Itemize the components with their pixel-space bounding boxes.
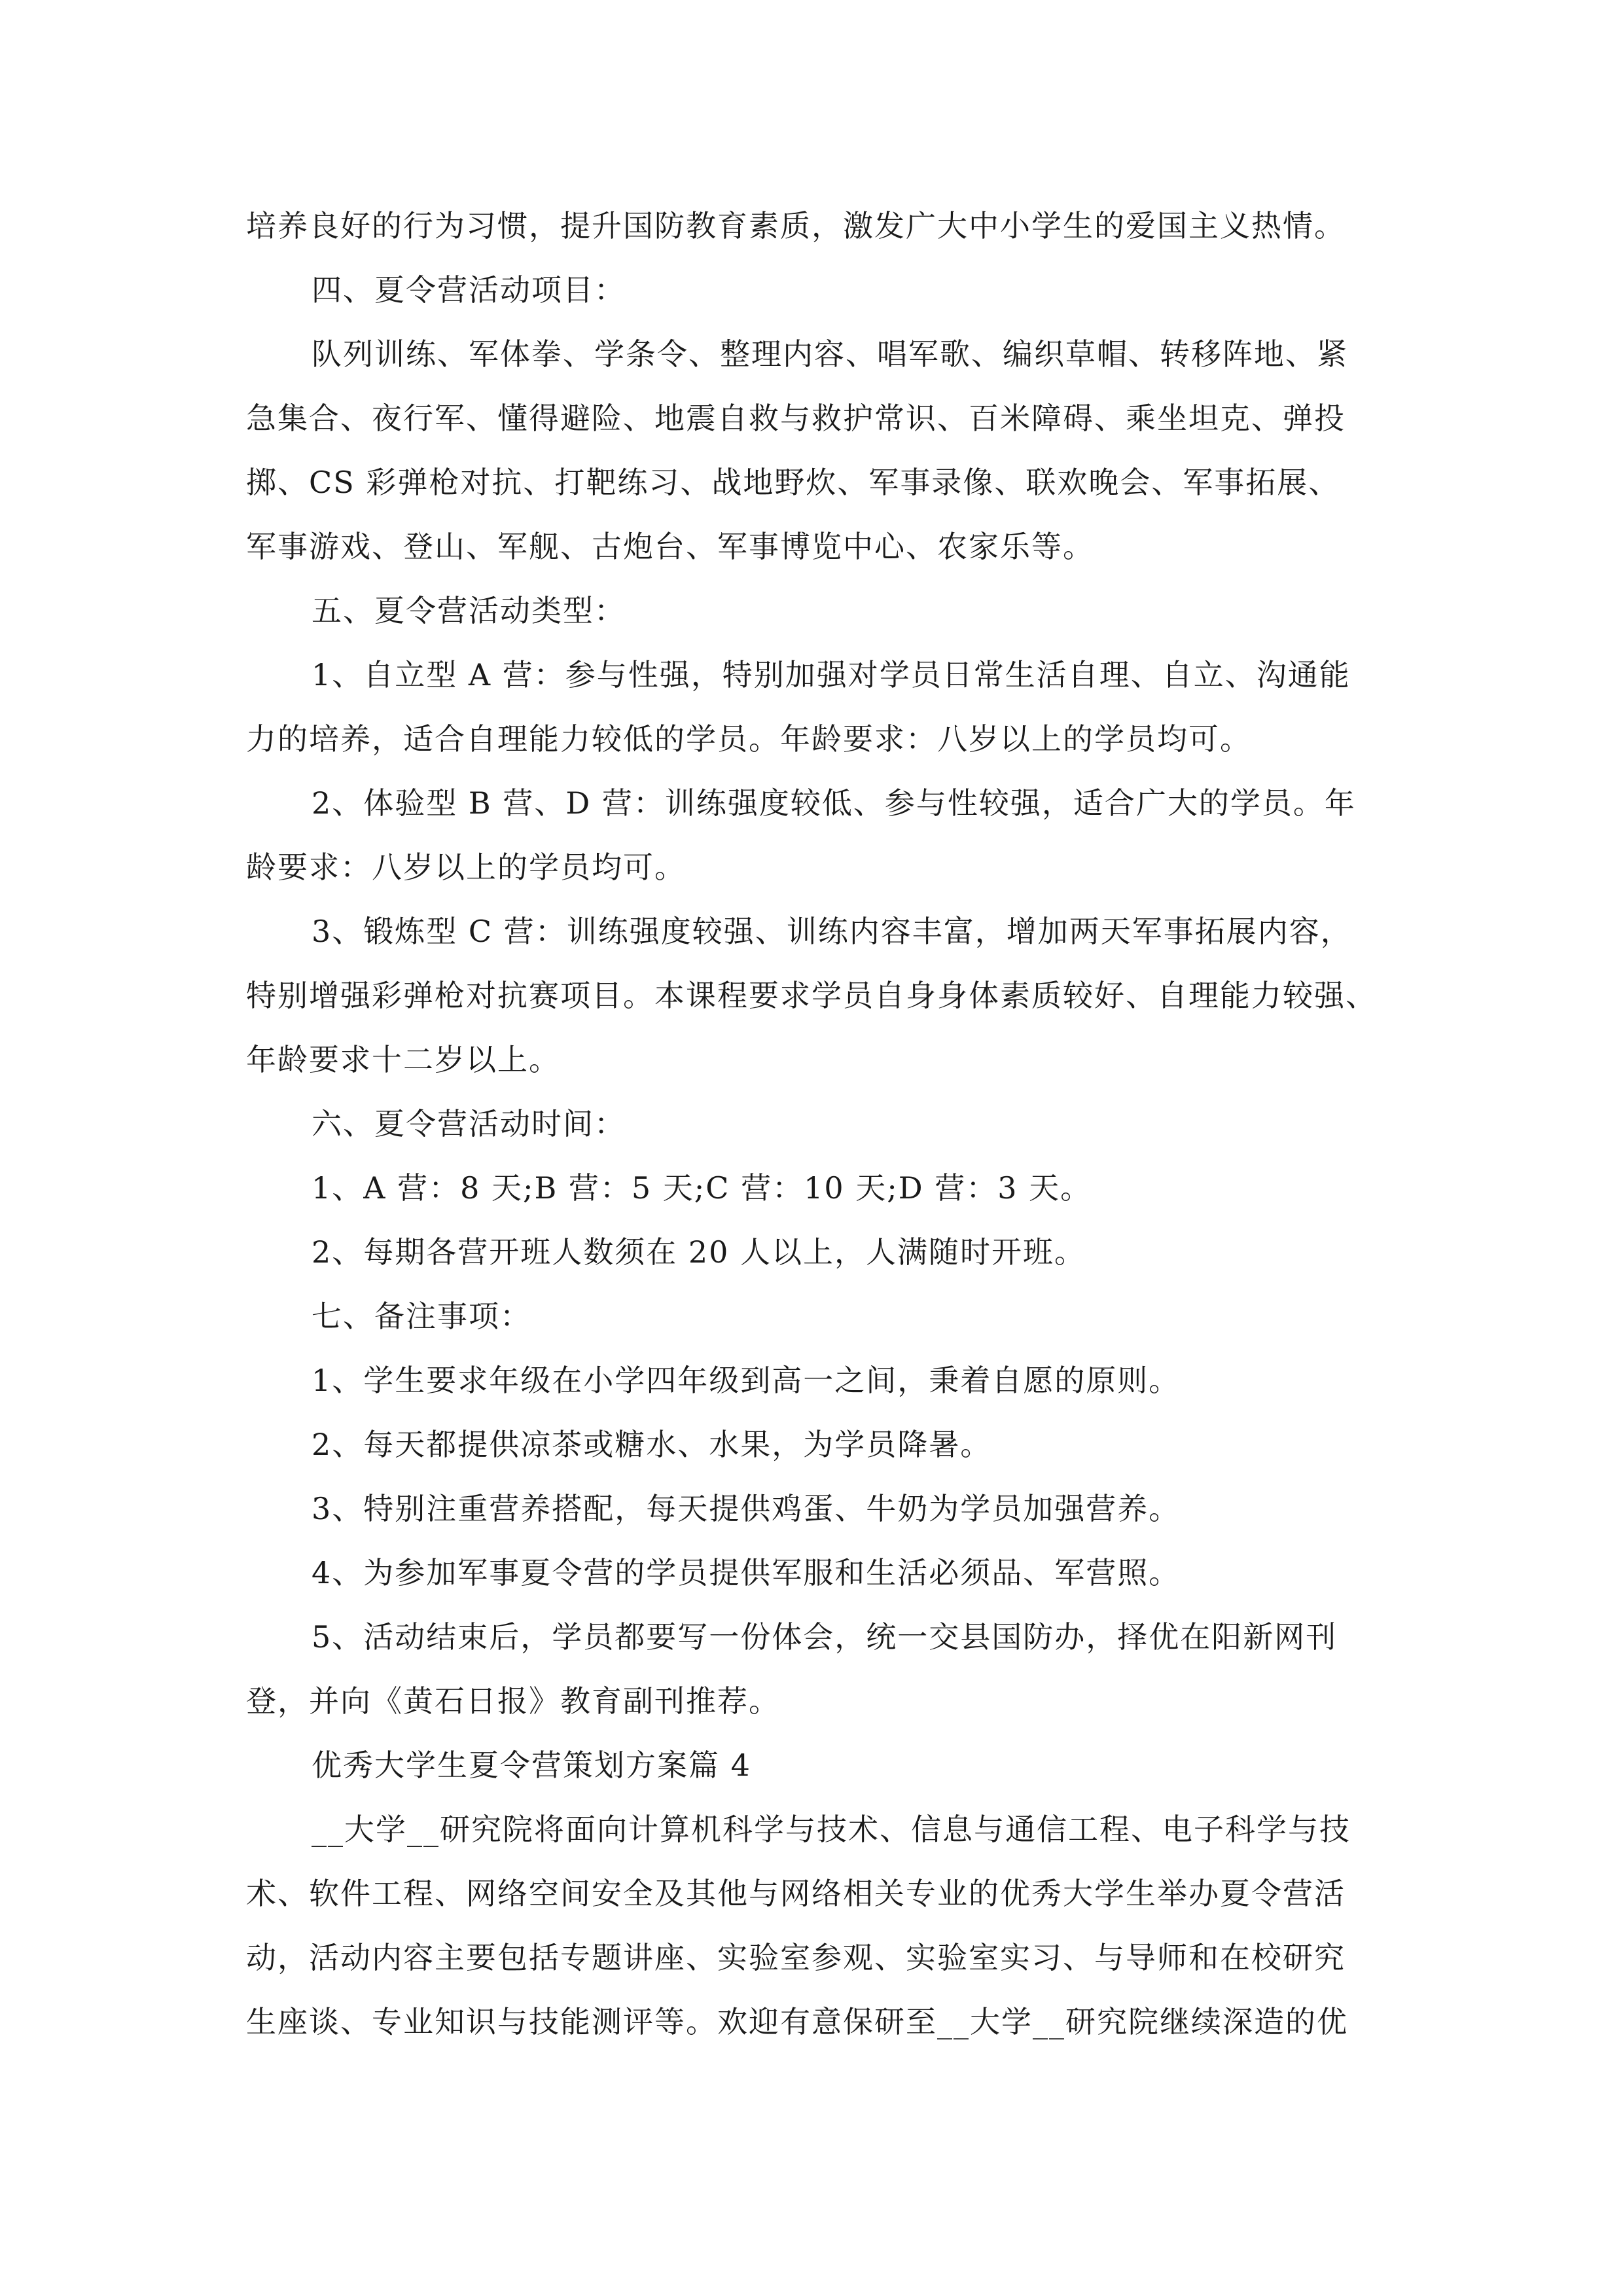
text-line: 动，活动内容主要包括专题讲座、实验室参观、实验室实习、与导师和在校研究 (246, 1940, 1346, 1975)
text-line: 军事游戏、登山、军舰、古炮台、军事博览中心、农家乐等。 (246, 529, 1094, 564)
text-line: 急集合、夜行军、懂得避险、地震自救与救护常识、百米障碍、乘坐坦克、弹投 (246, 401, 1346, 436)
text-line: 特别增强彩弹枪对抗赛项目。本课程要求学员自身身体素质较好、自理能力较强、 (246, 978, 1377, 1013)
text-line: 龄要求：八岁以上的学员均可。 (246, 850, 686, 885)
text-line: 培养良好的行为习惯，提升国防教育素质，激发广大中小学生的爱国主义热情。 (246, 208, 1346, 243)
text-line: 术、软件工程、网络空间安全及其他与网络相关专业的优秀大学生举办夏令营活 (246, 1876, 1346, 1911)
text-line: 4、为参加军事夏令营的学员提供军服和生活必须品、军营照。 (312, 1555, 1181, 1590)
text-line: 2、体验型 B 营、D 营：训练强度较低、参与性较强，适合广大的学员。年 (312, 785, 1356, 821)
text-line: 3、特别注重营养搭配，每天提供鸡蛋、牛奶为学员加强营养。 (312, 1491, 1181, 1526)
text-line: 登，并向《黄石日报》教育副刊推荐。 (246, 1683, 780, 1719)
text-line: 力的培养，适合自理能力较低的学员。年龄要求：八岁以上的学员均可。 (246, 721, 1251, 757)
text-line: 1、学生要求年级在小学四年级到高一之间，秉着自愿的原则。 (312, 1363, 1181, 1398)
section-heading: 四、夏令营活动项目： (312, 272, 626, 308)
section-heading: 七、备注事项： (312, 1299, 531, 1334)
text-line: 2、每天都提供凉茶或糖水、水果，为学员降暑。 (312, 1427, 992, 1462)
text-line: __大学__研究院将面向计算机科学与技术、信息与通信工程、电子科学与技 (312, 1812, 1351, 1847)
section-heading: 五、夏令营活动类型： (312, 593, 626, 628)
text-line: 1、A 营：8 天;B 营：5 天;C 营：10 天;D 营：3 天。 (312, 1170, 1092, 1206)
text-line: 队列训练、军体拳、学条令、整理内容、唱军歌、编织草帽、转移阵地、紧 (312, 336, 1348, 372)
text-line: 1、自立型 A 营：参与性强，特别加强对学员日常生活自理、自立、沟通能 (312, 657, 1351, 692)
text-line: 3、锻炼型 C 营：训练强度较强、训练内容丰富，增加两天军事拓展内容， (312, 914, 1352, 949)
document-body (246, 194, 1377, 2054)
text-line: 掷、CS 彩弹枪对抗、打靶练习、战地野炊、军事录像、联欢晚会、军事拓展、 (246, 465, 1340, 500)
section-heading: 六、夏令营活动时间： (312, 1106, 626, 1141)
text-line: 5、活动结束后，学员都要写一份体会，统一交县国防办，择优在阳新网刊 (312, 1619, 1338, 1655)
text-line: 2、每期各营开班人数须在 20 人以上，人满随时开班。 (312, 1234, 1086, 1270)
article-title: 优秀大学生夏令营策划方案篇 4 (312, 1748, 751, 1783)
text-line: 生座谈、专业知识与技能测评等。欢迎有意保研至__大学__研究院继续深造的优 (246, 2004, 1348, 2039)
text-line: 年龄要求十二岁以上。 (246, 1042, 560, 1077)
